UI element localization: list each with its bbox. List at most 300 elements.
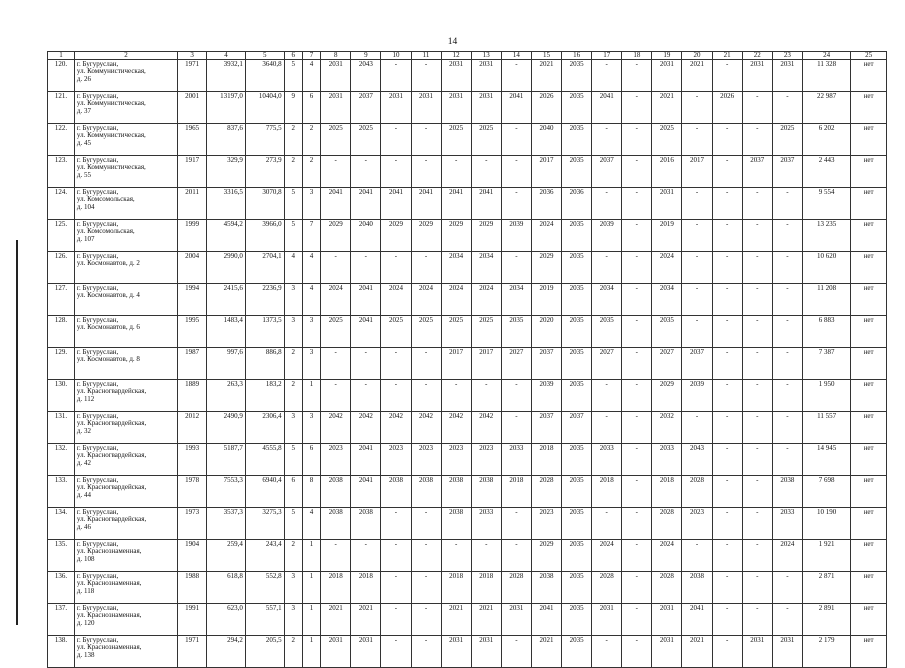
cell-col-15: 2026 (531, 92, 561, 124)
cell-col-6: 5 (284, 188, 302, 220)
cell-col-3: 2004 (178, 252, 207, 284)
cell-col-15: 2023 (531, 508, 561, 540)
cell-col-4: 7553,3 (207, 476, 246, 508)
cell-col-23: 2024 (772, 540, 802, 572)
cell-col-9: 2021 (351, 604, 381, 636)
cell-col-19: 2025 (652, 124, 682, 156)
cell-col-10: 2025 (381, 316, 411, 348)
cell-col-21: - (712, 540, 742, 572)
cell-col-3: 1973 (178, 508, 207, 540)
cell-col-11: 2038 (411, 476, 441, 508)
column-header-2: 2 (74, 52, 177, 60)
cell-col-10: - (381, 540, 411, 572)
cell-col-12: 2034 (441, 252, 471, 284)
cell-col-7: 6 (302, 444, 320, 476)
cell-col-19: 2019 (652, 220, 682, 252)
cell-col-21: - (712, 156, 742, 188)
cell-col-16: 2035 (562, 540, 592, 572)
cell-col-4: 13197,0 (207, 92, 246, 124)
cell-col-24: 10 190 (802, 508, 850, 540)
cell-col-13: 2031 (471, 60, 501, 92)
cell-col-21: 2026 (712, 92, 742, 124)
cell-col-12: 2017 (441, 348, 471, 380)
cell-col-19: 2032 (652, 412, 682, 444)
cell-col-24: 1 950 (802, 380, 850, 412)
cell-col-22: - (742, 92, 772, 124)
cell-col-10: - (381, 572, 411, 604)
cell-col-12: 2025 (441, 124, 471, 156)
cell-col-17: - (592, 60, 622, 92)
address-line: д. 45 (76, 138, 91, 147)
address-line: г. Бугуруслан, (76, 636, 119, 644)
cell-col-12: 2021 (441, 604, 471, 636)
address-line: г. Бугуруслан, (76, 508, 119, 516)
cell-col-17: - (592, 412, 622, 444)
cell-col-13: 2018 (471, 572, 501, 604)
cell-col-23: - (772, 444, 802, 476)
cell-col-21: - (712, 636, 742, 668)
cell-col-5: 3070,8 (245, 188, 284, 220)
cell-col-3: 1971 (178, 60, 207, 92)
cell-col-15: 2024 (531, 220, 561, 252)
row-number-cell: 136. (48, 572, 75, 604)
column-header-24: 24 (802, 52, 850, 60)
cell-col-18: - (622, 220, 652, 252)
cell-col-12: 2023 (441, 444, 471, 476)
cell-col-6: 3 (284, 284, 302, 316)
cell-col-10: 2029 (381, 220, 411, 252)
cell-col-25: нет (851, 60, 887, 92)
cell-col-12: 2024 (441, 284, 471, 316)
cell-col-20: - (682, 316, 712, 348)
cell-col-14: 2034 (501, 284, 531, 316)
cell-col-6: 3 (284, 604, 302, 636)
cell-col-22: 2031 (742, 636, 772, 668)
cell-col-11: - (411, 636, 441, 668)
cell-col-18: - (622, 284, 652, 316)
cell-col-7: 1 (302, 572, 320, 604)
cell-col-10: 2023 (381, 444, 411, 476)
cell-col-21: - (712, 60, 742, 92)
column-header-18: 18 (622, 52, 652, 60)
address-cell (74, 444, 177, 476)
address-line: ул. Краснознаменная, (76, 547, 142, 556)
cell-col-14: - (501, 636, 531, 668)
cell-col-9: 2040 (351, 220, 381, 252)
cell-col-6: 3 (284, 572, 302, 604)
row-number-cell: 124. (48, 188, 75, 220)
cell-col-23: - (772, 572, 802, 604)
table-row (48, 92, 887, 124)
cell-col-4: 294,2 (207, 636, 246, 668)
cell-col-15: 2021 (531, 60, 561, 92)
cell-col-16: 2035 (562, 252, 592, 284)
cell-col-24: 6 202 (802, 124, 850, 156)
address-line: ул. Космонавтов, д. 4 (76, 291, 140, 300)
cell-col-13: 2017 (471, 348, 501, 380)
cell-col-7: 2 (302, 124, 320, 156)
cell-col-19: 2031 (652, 636, 682, 668)
cell-col-8: 2025 (321, 124, 351, 156)
cell-col-5: 2306,4 (245, 412, 284, 444)
address-line: д. 32 (76, 426, 91, 435)
cell-col-12: 2018 (441, 572, 471, 604)
cell-col-14: 2027 (501, 348, 531, 380)
cell-col-7: 1 (302, 636, 320, 668)
cell-col-22: - (742, 348, 772, 380)
cell-col-5: 10404,0 (245, 92, 284, 124)
cell-col-12: 2025 (441, 316, 471, 348)
cell-col-3: 1994 (178, 284, 207, 316)
cell-col-6: 5 (284, 220, 302, 252)
cell-col-5: 183,2 (245, 380, 284, 412)
cell-col-12: 2031 (441, 92, 471, 124)
cell-col-16: 2035 (562, 572, 592, 604)
address-line: г. Бугуруслан, (76, 380, 119, 388)
cell-col-5: 886,8 (245, 348, 284, 380)
cell-col-15: 2037 (531, 412, 561, 444)
cell-col-4: 4594,2 (207, 220, 246, 252)
cell-col-22: - (742, 572, 772, 604)
address-line: ул. Красногвардейская, (76, 387, 147, 396)
cell-col-5: 243,4 (245, 540, 284, 572)
cell-col-15: 2021 (531, 636, 561, 668)
cell-col-3: 2011 (178, 188, 207, 220)
table-row (48, 124, 887, 156)
cell-col-5: 2236,9 (245, 284, 284, 316)
cell-col-13: 2042 (471, 412, 501, 444)
row-number-cell: 122. (48, 124, 75, 156)
cell-col-23: - (772, 252, 802, 284)
cell-col-24: 2 891 (802, 604, 850, 636)
address-line: г. Бугуруслан, (76, 540, 119, 548)
address-cell (74, 252, 177, 284)
cell-col-12: 2029 (441, 220, 471, 252)
cell-col-6: 9 (284, 92, 302, 124)
cell-col-17: 2024 (592, 540, 622, 572)
row-number-cell: 130. (48, 380, 75, 412)
cell-col-5: 273,9 (245, 156, 284, 188)
address-cell (74, 636, 177, 668)
cell-col-25: нет (851, 316, 887, 348)
cell-col-9: 2038 (351, 508, 381, 540)
cell-col-12: 2042 (441, 412, 471, 444)
cell-col-7: 2 (302, 156, 320, 188)
cell-col-10: - (381, 252, 411, 284)
cell-col-16: 2035 (562, 156, 592, 188)
cell-col-19: 2031 (652, 60, 682, 92)
address-line: г. Бугуруслан, (76, 156, 119, 164)
cell-col-25: нет (851, 636, 887, 668)
cell-col-8: - (321, 156, 351, 188)
cell-col-10: - (381, 380, 411, 412)
cell-col-23: - (772, 284, 802, 316)
cell-col-4: 263,3 (207, 380, 246, 412)
cell-col-24: 11 208 (802, 284, 850, 316)
cell-col-18: - (622, 92, 652, 124)
cell-col-9: 2041 (351, 444, 381, 476)
cell-col-4: 2415,6 (207, 284, 246, 316)
address-line: ул. Краснознаменная, (76, 643, 142, 652)
cell-col-18: - (622, 316, 652, 348)
cell-col-11: - (411, 572, 441, 604)
cell-col-21: - (712, 220, 742, 252)
cell-col-10: - (381, 636, 411, 668)
cell-col-15: 2041 (531, 604, 561, 636)
cell-col-4: 3316,5 (207, 188, 246, 220)
cell-col-25: нет (851, 508, 887, 540)
cell-col-25: нет (851, 348, 887, 380)
cell-col-23: - (772, 412, 802, 444)
cell-col-22: - (742, 476, 772, 508)
cell-col-10: - (381, 604, 411, 636)
cell-col-8: 2025 (321, 316, 351, 348)
cell-col-18: - (622, 412, 652, 444)
cell-col-8: 2042 (321, 412, 351, 444)
cell-col-21: - (712, 412, 742, 444)
address-line: д. 120 (76, 618, 95, 627)
cell-col-14: - (501, 540, 531, 572)
cell-col-25: нет (851, 188, 887, 220)
address-line: ул. Красногвардейская, (76, 483, 147, 492)
cell-col-6: 2 (284, 540, 302, 572)
cell-col-3: 1889 (178, 380, 207, 412)
cell-col-20: 2039 (682, 380, 712, 412)
table-row (48, 284, 887, 316)
cell-col-9: - (351, 380, 381, 412)
table-body (48, 60, 887, 668)
cell-col-13: 2038 (471, 476, 501, 508)
cell-col-8: 2041 (321, 188, 351, 220)
cell-col-5: 3275,3 (245, 508, 284, 540)
cell-col-3: 2012 (178, 412, 207, 444)
cell-col-7: 8 (302, 476, 320, 508)
cell-col-17: 2039 (592, 220, 622, 252)
cell-col-20: - (682, 220, 712, 252)
cell-col-14: - (501, 252, 531, 284)
cell-col-10: - (381, 60, 411, 92)
row-number-cell: 132. (48, 444, 75, 476)
cell-col-16: 2035 (562, 316, 592, 348)
cell-col-19: 2028 (652, 572, 682, 604)
cell-col-20: 2041 (682, 604, 712, 636)
cell-col-6: 3 (284, 316, 302, 348)
address-line: г. Бугуруслан, (76, 284, 119, 292)
cell-col-20: - (682, 540, 712, 572)
cell-col-14: - (501, 188, 531, 220)
cell-col-23: - (772, 380, 802, 412)
column-header-14: 14 (501, 52, 531, 60)
cell-col-18: - (622, 508, 652, 540)
column-header-3: 3 (178, 52, 207, 60)
cell-col-11: 2031 (411, 92, 441, 124)
cell-col-20: 2017 (682, 156, 712, 188)
row-number-cell: 127. (48, 284, 75, 316)
cell-col-19: 2018 (652, 476, 682, 508)
cell-col-12: 2031 (441, 636, 471, 668)
cell-col-17: 2028 (592, 572, 622, 604)
cell-col-8: 2038 (321, 476, 351, 508)
cell-col-21: - (712, 508, 742, 540)
cell-col-6: 2 (284, 380, 302, 412)
cell-col-18: - (622, 124, 652, 156)
cell-col-21: - (712, 348, 742, 380)
cell-col-22: - (742, 252, 772, 284)
cell-col-23: - (772, 188, 802, 220)
cell-col-7: 4 (302, 284, 320, 316)
address-cell (74, 604, 177, 636)
cell-col-13: 2021 (471, 604, 501, 636)
cell-col-25: нет (851, 476, 887, 508)
cell-col-6: 4 (284, 252, 302, 284)
cell-col-23: 2025 (772, 124, 802, 156)
cell-col-23: - (772, 220, 802, 252)
cell-col-20: 2038 (682, 572, 712, 604)
cell-col-5: 3640,8 (245, 60, 284, 92)
cell-col-22: - (742, 188, 772, 220)
cell-col-13: 2029 (471, 220, 501, 252)
cell-col-7: 3 (302, 188, 320, 220)
cell-col-11: 2023 (411, 444, 441, 476)
scan-edge-line (16, 240, 18, 625)
address-line: г. Бугуруслан, (76, 412, 119, 420)
column-header-8: 8 (321, 52, 351, 60)
cell-col-6: 3 (284, 412, 302, 444)
cell-col-8: 2029 (321, 220, 351, 252)
cell-col-25: нет (851, 252, 887, 284)
address-cell (74, 476, 177, 508)
cell-col-25: нет (851, 284, 887, 316)
row-number-cell: 138. (48, 636, 75, 668)
cell-col-18: - (622, 572, 652, 604)
cell-col-3: 1993 (178, 444, 207, 476)
address-cell (74, 316, 177, 348)
cell-col-9: 2041 (351, 316, 381, 348)
cell-col-24: 10 620 (802, 252, 850, 284)
address-cell (74, 188, 177, 220)
cell-col-25: нет (851, 604, 887, 636)
address-cell (74, 572, 177, 604)
cell-col-24: 9 554 (802, 188, 850, 220)
cell-col-14: 2041 (501, 92, 531, 124)
cell-col-3: 1988 (178, 572, 207, 604)
cell-col-10: - (381, 124, 411, 156)
cell-col-23: 2033 (772, 508, 802, 540)
cell-col-23: 2031 (772, 60, 802, 92)
cell-col-8: 2021 (321, 604, 351, 636)
cell-col-15: 2036 (531, 188, 561, 220)
cell-col-20: - (682, 252, 712, 284)
cell-col-24: 13 235 (802, 220, 850, 252)
cell-col-19: 2033 (652, 444, 682, 476)
column-header-1: 1 (48, 52, 75, 60)
cell-col-8: 2023 (321, 444, 351, 476)
cell-col-15: 2029 (531, 540, 561, 572)
cell-col-13: 2034 (471, 252, 501, 284)
cell-col-23: 2037 (772, 156, 802, 188)
cell-col-17: 2027 (592, 348, 622, 380)
cell-col-25: нет (851, 572, 887, 604)
cell-col-13: - (471, 380, 501, 412)
cell-col-18: - (622, 252, 652, 284)
address-line: ул. Космонавтов, д. 8 (76, 355, 140, 364)
cell-col-19: 2031 (652, 604, 682, 636)
column-header-9: 9 (351, 52, 381, 60)
table-row (48, 220, 887, 252)
cell-col-21: - (712, 124, 742, 156)
cell-col-25: нет (851, 156, 887, 188)
cell-col-8: 2038 (321, 508, 351, 540)
cell-col-5: 4555,8 (245, 444, 284, 476)
column-header-16: 16 (562, 52, 592, 60)
cell-col-11: 2025 (411, 316, 441, 348)
cell-col-19: 2031 (652, 188, 682, 220)
cell-col-10: 2041 (381, 188, 411, 220)
cell-col-8: - (321, 252, 351, 284)
column-header-6: 6 (284, 52, 302, 60)
column-header-12: 12 (441, 52, 471, 60)
column-header-21: 21 (712, 52, 742, 60)
housing-registry-table (47, 51, 887, 668)
column-header-10: 10 (381, 52, 411, 60)
cell-col-6: 2 (284, 124, 302, 156)
table-row (48, 572, 887, 604)
cell-col-7: 6 (302, 92, 320, 124)
column-header-5: 5 (245, 52, 284, 60)
row-number-cell: 129. (48, 348, 75, 380)
column-header-11: 11 (411, 52, 441, 60)
cell-col-22: - (742, 220, 772, 252)
cell-col-22: - (742, 604, 772, 636)
cell-col-19: 2024 (652, 252, 682, 284)
cell-col-25: нет (851, 444, 887, 476)
cell-col-14: - (501, 60, 531, 92)
cell-col-4: 623,0 (207, 604, 246, 636)
cell-col-18: - (622, 348, 652, 380)
address-line: ул. Космонавтов, д. 2 (76, 259, 140, 268)
cell-col-4: 618,8 (207, 572, 246, 604)
cell-col-17: - (592, 124, 622, 156)
cell-col-5: 557,1 (245, 604, 284, 636)
address-cell (74, 92, 177, 124)
cell-col-9: 2018 (351, 572, 381, 604)
cell-col-4: 2990,0 (207, 252, 246, 284)
address-cell (74, 540, 177, 572)
address-line: д. 112 (76, 394, 95, 403)
cell-col-15: 2039 (531, 380, 561, 412)
cell-col-6: 5 (284, 508, 302, 540)
table-row (48, 348, 887, 380)
cell-col-24: 2 871 (802, 572, 850, 604)
cell-col-14: 2035 (501, 316, 531, 348)
address-line: д. 55 (76, 170, 91, 179)
cell-col-17: - (592, 252, 622, 284)
cell-col-12: 2038 (441, 476, 471, 508)
cell-col-20: - (682, 412, 712, 444)
address-line: ул. Красногвардейская, (76, 419, 147, 428)
cell-col-11: - (411, 540, 441, 572)
cell-col-4: 3537,3 (207, 508, 246, 540)
cell-col-8: 2024 (321, 284, 351, 316)
cell-col-6: 2 (284, 348, 302, 380)
row-number-cell: 125. (48, 220, 75, 252)
cell-col-17: 2035 (592, 316, 622, 348)
cell-col-19: 2024 (652, 540, 682, 572)
cell-col-17: 2041 (592, 92, 622, 124)
column-header-20: 20 (682, 52, 712, 60)
cell-col-6: 6 (284, 476, 302, 508)
cell-col-4: 837,6 (207, 124, 246, 156)
